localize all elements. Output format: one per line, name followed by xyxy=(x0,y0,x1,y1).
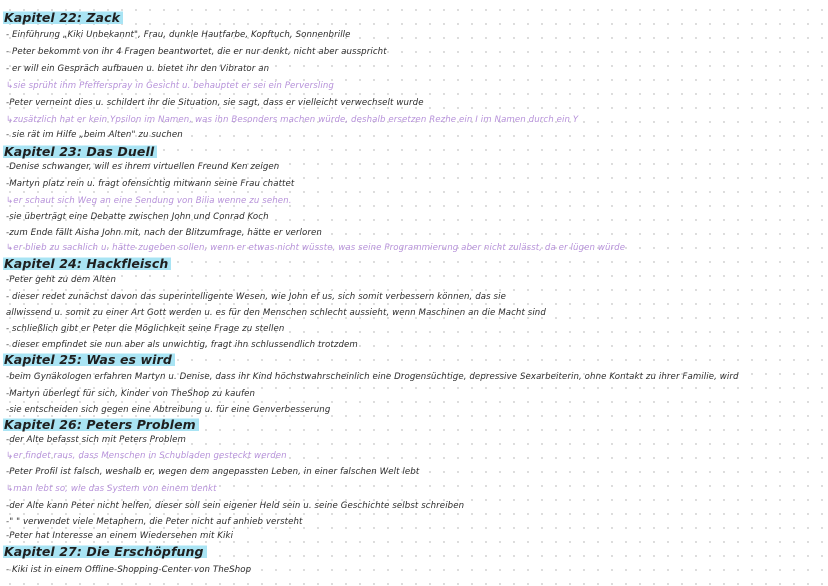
chapter-heading: Kapitel 23: Das Duell xyxy=(3,144,157,159)
note-line: -Martyn überlegt für sich, Kinder von TheShop zu kaufen xyxy=(6,389,256,399)
note-line: -Peter verneint dies u. schildert ihr die Situation, sie sagt, dass er vielleicht verwechselt wurde xyxy=(6,98,424,108)
note-line: -Martyn platz rein u. fragt ofensichtig mitwann seine Frau chattet xyxy=(6,179,295,189)
note-line: - schließlich gibt er Peter die Möglichkeit seine Frage zu stellen xyxy=(6,324,285,334)
chapter-heading: Kapitel 25: Was es wird xyxy=(3,352,175,367)
note-line: -beim Gynäkologen erfahren Martyn u. Denise, dass ihr Kind höchstwahrscheinlich eine Drogensüchtige, depressive Sexarbeiterin, ohne Kontakt zu ihrer Familie, wird xyxy=(6,372,739,382)
note-line: -zum Ende fällt Aisha John mit, nach der Blitzumfrage, hätte er verloren xyxy=(6,228,322,238)
note-line: - dieser empfindet sie nun aber als unwichtig, fragt ihn schlussendlich trotzdem xyxy=(6,340,358,350)
note-line: - sie rät im Hilfe „beim Alten" zu suchen xyxy=(6,130,183,140)
note-subline: ↳sie sprüht ihm Pfefferspray in Gesicht u. behauptet er sei ein Perversling xyxy=(6,81,334,91)
chapter-heading: Kapitel 24: Hackfleisch xyxy=(3,256,171,271)
note-line: - Peter bekommt von ihr 4 Fragen beantwortet, die er nur denkt, nicht aber ausspricht xyxy=(6,47,387,57)
note-subline: ↳er findet raus, dass Menschen in Schubladen gesteckt werden xyxy=(6,451,287,461)
note-line: - er will ein Gespräch aufbauen u. bietet ihr den Vibrator an xyxy=(6,64,270,74)
note-subline: ↳er blieb zu sachlich u. hätte zugeben sollen, wenn er etwas nicht wüsste, was seine Programmierung aber nicht zulässt, da er lügen würde xyxy=(6,243,626,253)
note-line: -der Alte kann Peter nicht helfen, dieser soll sein eigener Held sein u. seine Geschichte selbst schreiben xyxy=(6,501,465,511)
note-line: -" " verwendet viele Metaphern, die Peter nicht auf anhieb versteht xyxy=(6,517,303,527)
note-subline: ↳zusätzlich hat er kein Ypsilon im Namen, was ihn Besonders machen würde, deshalb ersetzen Rezhe ein I im Namen durch ein Y xyxy=(6,115,579,125)
note-line: -der Alte befasst sich mit Peters Problem xyxy=(6,435,186,445)
note-line: - Einführung „Kiki Unbekannt", Frau, dunkle Hautfarbe, Kopftuch, Sonnenbrille xyxy=(6,30,351,40)
note-line: - Kiki ist in einem Offline-Shopping-Center von TheShop xyxy=(6,565,252,575)
chapter-heading: Kapitel 22: Zack xyxy=(3,10,123,25)
chapter-heading: Kapitel 27: Die Erschöpfung xyxy=(3,544,207,559)
chapter-heading: Kapitel 26: Peters Problem xyxy=(3,417,199,432)
note-line: - dieser redet zunächst davon das superintelligente Wesen, wie John ef us, sich somit verbessern können, das sie xyxy=(6,292,506,302)
note-subline: ↳er schaut sich Weg an eine Sendung von Bilia wenne zu sehen. xyxy=(6,196,292,206)
note-line: -sie entscheiden sich gegen eine Abtreibung u. für eine Genverbesserung xyxy=(6,405,331,415)
note-line: -Denise schwanger, will es ihrem virtuellen Freund Ken zeigen xyxy=(6,162,280,172)
note-line: -Peter Profil ist falsch, weshalb er, wegen dem angepassten Leben, in einer falschen Welt lebt xyxy=(6,467,420,477)
note-subline: ↳man lebt so, wie das System von einem denkt xyxy=(6,484,217,494)
note-line: allwissend u. somit zu einer Art Gott werden u. es für den Menschen schlecht aussieht, wenn Maschinen an die Macht sind xyxy=(6,308,546,318)
note-line: -Peter hat Interesse an einem Wiedersehen mit Kiki xyxy=(6,531,234,541)
note-line: -Peter geht zu dem Alten xyxy=(6,275,117,285)
note-line: -sie überträgt eine Debatte zwischen John und Conrad Koch xyxy=(6,212,269,222)
